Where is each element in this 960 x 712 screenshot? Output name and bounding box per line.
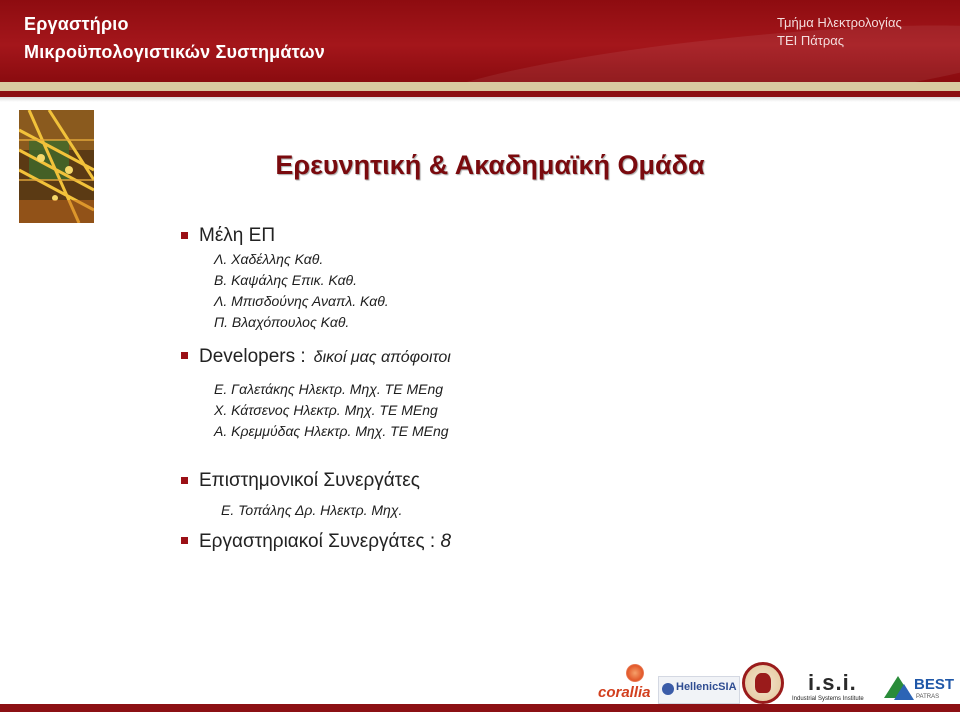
bullet [181,232,188,239]
university-seal-logo [742,662,784,704]
hellenicsia-logo-text: HellenicSIA [676,681,737,693]
lab-name [24,10,325,66]
best-triangle-blue-icon [894,684,914,700]
scientific-partners-list [221,500,402,521]
corallia-logo [596,664,654,704]
isi-logo [790,670,878,708]
slide-header [0,0,960,82]
members-heading: Μέλη ΕΠ [199,225,276,246]
corallia-logo-text: corallia [598,684,651,701]
developers-label: Developers : [199,346,306,367]
members-list [214,249,389,333]
lab-name-line1: Εργαστήριο [24,14,129,34]
header-band-shadow [0,97,960,102]
list-item: Λ. Μπισδούνης Αναπλ. Καθ. [214,293,389,309]
lab-partners-count: 8 [440,531,452,552]
corallia-burst-icon [626,664,644,682]
list-item: Ε. Τοπάλης Δρ. Ηλεκτρ. Μηχ. [221,502,403,518]
footer-bar [0,704,960,712]
seal-emblem-icon [755,673,771,693]
isi-logo-text: i.s.i. [808,670,857,695]
list-item: Λ. Χαδέλλης Καθ. [214,251,324,267]
lab-name-line2: Μικροϋπολογιστικών Συστημάτων [24,42,325,62]
list-item: Ε. Γαλετάκης Ηλεκτρ. Μηχ. ΤΕ MEng [214,381,444,397]
department-line2: ΤΕΙ Πάτρας [777,33,845,48]
hellenicsia-logo [658,676,740,704]
slide-title: Ερευνητική & Ακαδημαϊκή Ομάδα [275,150,705,180]
list-item: Α. Κρεμμύδας Ηλεκτρ. Μηχ. ΤΕ MEng [214,423,449,439]
list-item: Π. Βλαχόπουλος Καθ. [214,314,350,330]
hellenicsia-dot-icon [662,683,674,695]
scientific-partners-heading: Επιστημονικοί Συνεργάτες [199,470,420,491]
developers-heading [199,346,451,368]
isi-logo-subtext: Industrial Systems Institute [792,696,864,702]
best-logo-subtext: PATRAS [916,694,940,700]
bullet [181,537,188,544]
best-logo [884,670,954,706]
bullet [181,352,188,359]
partner-logos [596,660,960,710]
header-band-gold [0,82,960,91]
bullet [181,477,188,484]
list-item: Β. Καψάλης Επικ. Καθ. [214,272,358,288]
department-line1: Τμήμα Ηλεκτρολογίας [777,15,902,30]
list-item: Χ. Κάτσενος Ηλεκτρ. Μηχ. ΤΕ MEng [214,402,438,418]
lab-partners-label: Εργαστηριακοί Συνεργάτες : [199,531,436,552]
developers-list [214,379,449,442]
developers-note: δικοί μας απόφοιτοι [313,349,451,366]
lab-partners-heading [199,531,451,553]
department-name [777,14,902,50]
best-logo-text: BEST [914,676,955,693]
